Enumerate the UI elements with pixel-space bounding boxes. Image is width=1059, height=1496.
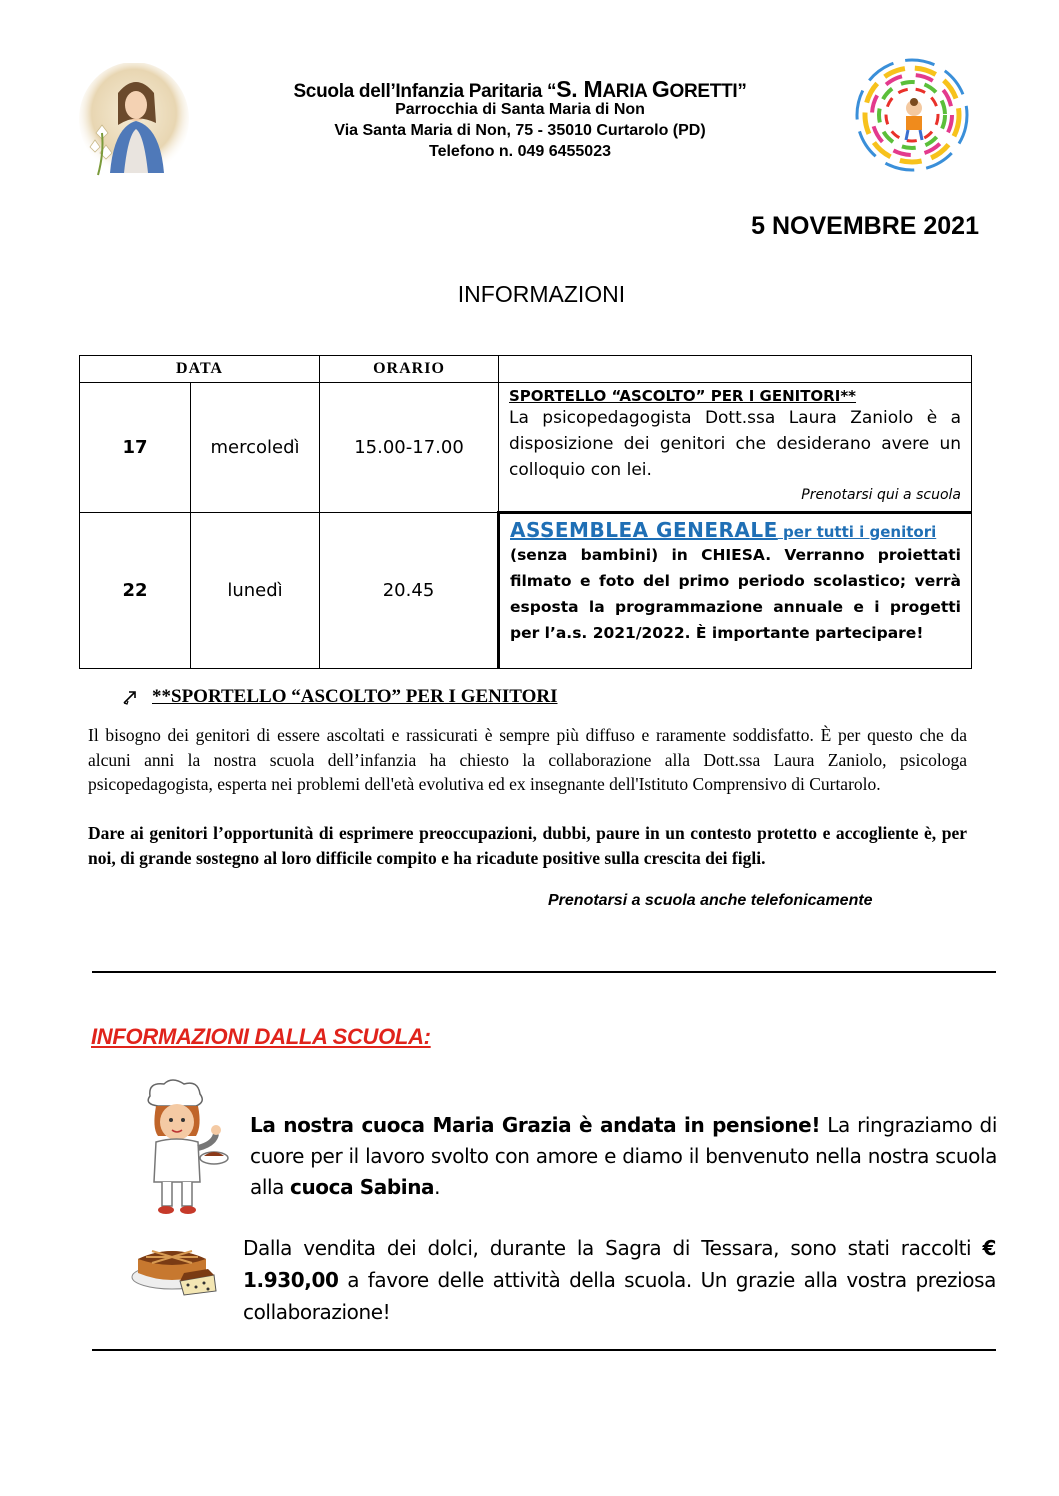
- sportello-paragraph-1: Il bisogno dei genitori di essere ascoltati e rassicurati è sempre più diffuso e raramente soddisfatto. È per questo che da alcuni anni la nostra scuola dell’infanzia ha chiesto la collaborazione alla Dott.ssa Laura Zaniolo, psicologa psicopedagogista, esperta nei problemi dell'età evolutiva ed ex insegnante dell'Istituto Comprensivo di Curtarolo.: [88, 725, 967, 794]
- cake-illustration: [128, 1235, 220, 1305]
- cook-announcement: La nostra cuoca Maria Grazia è andata in pensione! La ringraziamo di cuore per il lavoro svolto con amore e diamo il benvenuto nella nostra scuola alla cuoca Sabina.: [250, 1113, 997, 1199]
- table-row: [80, 513, 972, 669]
- row-body: La psicopedagogista Dott.ssa Laura Zaniolo è a disposizione dei genitori che desiderano avere un colloquio con lei.: [509, 408, 961, 480]
- chef-illustration: [128, 1078, 233, 1218]
- row-booking: Prenotarsi qui a scuola: [801, 487, 961, 503]
- header-data: DATA: [80, 356, 320, 383]
- row-weekday: lunedì: [191, 513, 320, 669]
- header-empty: [499, 356, 972, 383]
- parish-name: Parrocchia di Santa Maria di Non: [395, 101, 645, 118]
- cake-announcement: Dalla vendita dei dolci, durante la Sagra di Tessara, sono stati raccolti € 1.930,00 a favore delle attività della scuola. Un grazie alla vostra preziosa collaborazione!: [243, 1236, 996, 1324]
- row-heading: SPORTELLO “ASCOLTO” PER I GENITORI**: [509, 387, 857, 405]
- saint-portrait-image: [78, 63, 190, 181]
- row-day: 22: [80, 513, 191, 669]
- row-time: 15.00-17.00: [320, 383, 499, 513]
- separator-line: [92, 1349, 996, 1351]
- document-date: 5 NOVEMBRE 2021: [751, 212, 979, 240]
- school-name: Scuola dell’Infanzia Paritaria “S. MARIA GORETTI”: [293, 76, 747, 102]
- row-body: (senza bambini) in CHIESA. Verranno proiettati filmato e foto del primo periodo scolastico; verrà esposta la programmazione annuale e i progetti per l’a.s. 2021/2022. È importante partecipare!: [510, 546, 961, 642]
- separator-line: [92, 971, 996, 973]
- row-day: 17: [80, 383, 191, 513]
- sportello-paragraph-2: Dare ai genitori l’opportunità di esprimere preoccupazioni, dubbi, paure in un contesto protetto e accogliente è, per noi, di grande sostegno al loro difficile compito e ha ricadute positive sulla crescita dei figli.: [88, 823, 967, 868]
- school-logo-image: [852, 56, 972, 174]
- row-description: [499, 383, 972, 513]
- amount-raised: € 1.930,00: [243, 1236, 996, 1292]
- header-orario: ORARIO: [320, 356, 499, 383]
- sportello-title: **SPORTELLO “ASCOLTO” PER I GENITORI: [152, 686, 558, 707]
- table-row: [80, 383, 972, 513]
- assembly-heading-tail: per tutti i genitori: [777, 523, 937, 541]
- row-weekday: mercoledì: [191, 383, 320, 513]
- schedule-table: [79, 355, 972, 669]
- table-header-row: [80, 356, 972, 383]
- sportello-booking: Prenotarsi a scuola anche telefonicamente: [548, 892, 873, 909]
- school-info-title: INFORMAZIONI DALLA SCUOLA:: [91, 1024, 431, 1049]
- row-time: 20.45: [320, 513, 499, 669]
- school-address: Via Santa Maria di Non, 75 - 35010 Curtarolo (PD): [334, 122, 706, 139]
- hand-arrow-icon: [122, 688, 142, 706]
- info-title: INFORMAZIONI: [457, 281, 626, 307]
- assembly-heading: ASSEMBLEA GENERALE: [510, 518, 778, 542]
- school-phone: Telefono n. 049 6455023: [428, 143, 611, 160]
- row-description: [499, 513, 972, 669]
